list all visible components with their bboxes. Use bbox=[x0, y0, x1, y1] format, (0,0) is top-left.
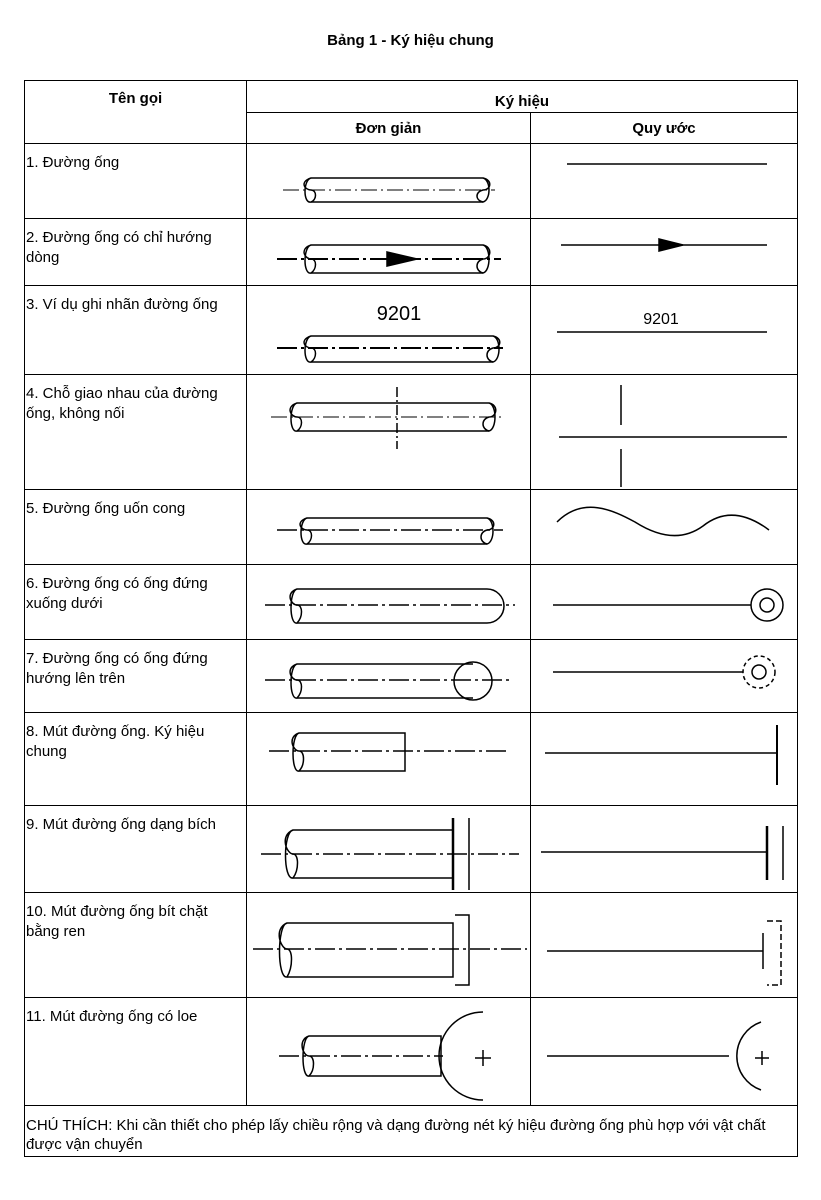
simple-symbol-cell bbox=[247, 640, 531, 713]
table-title: Bảng 1 - Ký hiệu chung bbox=[327, 32, 494, 49]
note-text: CHÚ THÍCH: Khi cần thiết cho phép lấy chiều rộng và dạng đường nét ký hiệu đường ống phù hợp với vật chất được vận chuyển bbox=[25, 1106, 798, 1157]
conventional-symbol-cell bbox=[531, 893, 798, 998]
simple-symbol-cell bbox=[247, 806, 531, 893]
pipe-riser-up-conventional-symbol bbox=[531, 640, 798, 712]
table-row bbox=[25, 565, 798, 640]
table-row bbox=[25, 713, 798, 806]
conventional-symbol-cell bbox=[531, 286, 798, 375]
row-name: 11. Mút đường ống có loe bbox=[25, 998, 247, 1106]
pipe-simple-symbol bbox=[247, 144, 531, 218]
row-name: 5. Đường ống uốn cong bbox=[25, 490, 247, 565]
row-name: 8. Mút đường ống. Ký hiệu chung bbox=[25, 713, 247, 806]
pipe-end-flared-simple-symbol bbox=[247, 998, 531, 1105]
table-row bbox=[25, 219, 798, 286]
pipe-crossing-simple-symbol bbox=[247, 375, 531, 489]
pipe-riser-up-simple-symbol bbox=[247, 640, 531, 712]
conventional-symbol-cell bbox=[531, 998, 798, 1106]
table-row bbox=[25, 1106, 798, 1157]
conventional-symbol-cell bbox=[531, 806, 798, 893]
pipe-bent-simple-symbol bbox=[247, 490, 531, 564]
table-row bbox=[25, 286, 798, 375]
flow-arrow-icon bbox=[387, 252, 417, 266]
row-name: 6. Đường ống có ống đứng xuống dưới bbox=[25, 565, 247, 640]
row-name: 7. Đường ống có ống đứng hướng lên trên bbox=[25, 640, 247, 713]
table-row bbox=[25, 893, 798, 998]
pipe-riser-down-conventional-symbol bbox=[531, 565, 798, 639]
header-name: Tên gọi bbox=[25, 81, 247, 144]
pipe-direction-simple-symbol bbox=[247, 219, 531, 285]
conventional-symbol-cell bbox=[531, 565, 798, 640]
symbols-table bbox=[24, 80, 798, 1157]
simple-symbol-cell bbox=[247, 490, 531, 565]
row-name: 3. Ví dụ ghi nhãn đường ống bbox=[25, 286, 247, 375]
simple-symbol-cell bbox=[247, 375, 531, 490]
row-name: 1. Đường ống bbox=[25, 144, 247, 219]
table-row bbox=[25, 806, 798, 893]
table-row bbox=[25, 144, 798, 219]
pipe-label-conventional-symbol bbox=[531, 286, 798, 374]
header-simple: Đơn giản bbox=[247, 113, 531, 144]
simple-symbol-cell bbox=[247, 893, 531, 998]
pipe-direction-conventional-symbol bbox=[531, 219, 798, 285]
simple-symbol-cell bbox=[247, 144, 531, 219]
conventional-symbol-cell bbox=[531, 375, 798, 490]
row-name: 2. Đường ống có chỉ hướng dòng bbox=[25, 219, 247, 286]
table-row bbox=[25, 640, 798, 713]
conventional-symbol-cell bbox=[531, 219, 798, 286]
pipe-riser-down-simple-symbol bbox=[247, 565, 531, 639]
row-name: 9. Mút đường ống dạng bích bbox=[25, 806, 247, 893]
simple-symbol-cell bbox=[247, 219, 531, 286]
simple-symbol-cell bbox=[247, 713, 531, 806]
flow-arrow-icon bbox=[659, 239, 683, 251]
simple-symbol-cell bbox=[247, 998, 531, 1106]
conventional-symbol-cell bbox=[531, 490, 798, 565]
conventional-symbol-cell bbox=[531, 713, 798, 806]
pipe-end-flange-conventional-symbol bbox=[531, 806, 798, 892]
pipe-crossing-conventional-symbol bbox=[531, 375, 798, 489]
pipe-bent-conventional-symbol bbox=[531, 490, 798, 564]
pipe-label-text: 9201 bbox=[376, 303, 422, 325]
simple-symbol-cell bbox=[247, 565, 531, 640]
pipe-label-simple-symbol bbox=[247, 286, 531, 374]
pipe-end-threaded-cap-simple-symbol bbox=[247, 893, 531, 997]
pipe-end-general-simple-symbol bbox=[247, 713, 531, 805]
pipe-end-general-conventional-symbol bbox=[531, 713, 798, 805]
pipe-end-flared-conventional-symbol bbox=[531, 998, 798, 1105]
pipe-end-threaded-cap-conventional-symbol bbox=[531, 893, 798, 997]
pipe-conventional-symbol bbox=[531, 144, 798, 218]
row-name: 10. Mút đường ống bít chặt bằng ren bbox=[25, 893, 247, 998]
header-conventional: Quy ước bbox=[531, 113, 798, 144]
table-row bbox=[25, 490, 798, 565]
conventional-symbol-cell bbox=[531, 144, 798, 219]
header-symbol: Ký hiệu bbox=[247, 81, 798, 113]
simple-symbol-cell bbox=[247, 286, 531, 375]
pipe-end-flange-simple-symbol bbox=[247, 806, 531, 892]
table-row bbox=[25, 375, 798, 490]
conventional-symbol-cell bbox=[531, 640, 798, 713]
pipe-label-text: 9201 bbox=[643, 311, 679, 328]
row-name: 4. Chỗ giao nhau của đường ống, không nối bbox=[25, 375, 247, 490]
table-row bbox=[25, 998, 798, 1106]
